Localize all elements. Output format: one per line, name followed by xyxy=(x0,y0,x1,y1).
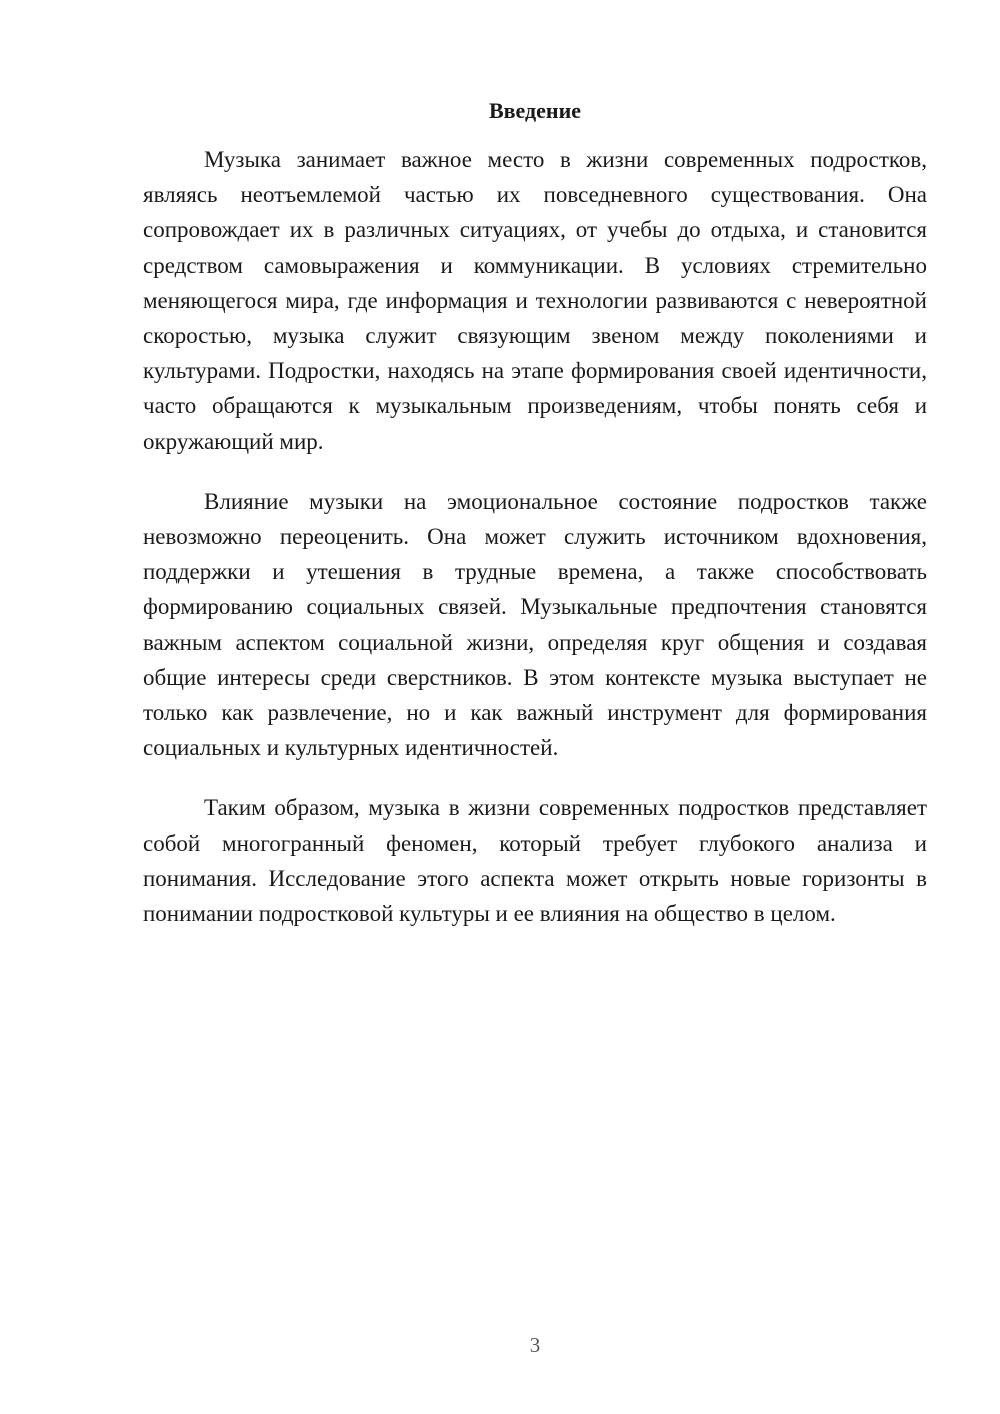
page-number: 3 xyxy=(529,1333,541,1357)
section-title: Введение xyxy=(488,98,582,123)
paragraph-2: Влияние музыки на эмоциональное состояние подростков также невозможно переоценить. Она может служить источником вдохновения, поддержки и утешения в трудные времена, а также способствовать формированию социальных связей. Музыкальные предпочтения становятся важным аспектом социальной жизни, определяя круг общения и создавая общие интересы среди сверстников. В этом контексте музыка выступает не только как развлечение, но и как важный инструмент для формирования социальных и культурных идентичностей. xyxy=(143,488,927,761)
paragraph-1: Музыка занимает важное место в жизни современных подростков, являясь неотъемлемой частью их повседневного существования. Она сопровождает их в различных ситуациях, от учебы до отдыха, и становится средством самовыражения и коммуникации. В условиях стремительно меняющегося мира, где информация и технологии развиваются с невероятной скоростью, музыка служит связующим звеном между поколениями и культурами. Подростки, находясь на этапе формирования своей идентичности, часто обращаются к музыкальным произведениям, чтобы понять себя и окружающий мир. xyxy=(143,147,927,454)
paragraph-3: Таким образом, музыка в жизни современных подростков представляет собой многогранный феномен, который требует глубокого анализа и понимания. Исследование этого аспекта может открыть новые горизонты в понимании подростковой культуры и ее влияния на общество в целом. xyxy=(143,795,927,927)
body-text xyxy=(143,142,927,956)
